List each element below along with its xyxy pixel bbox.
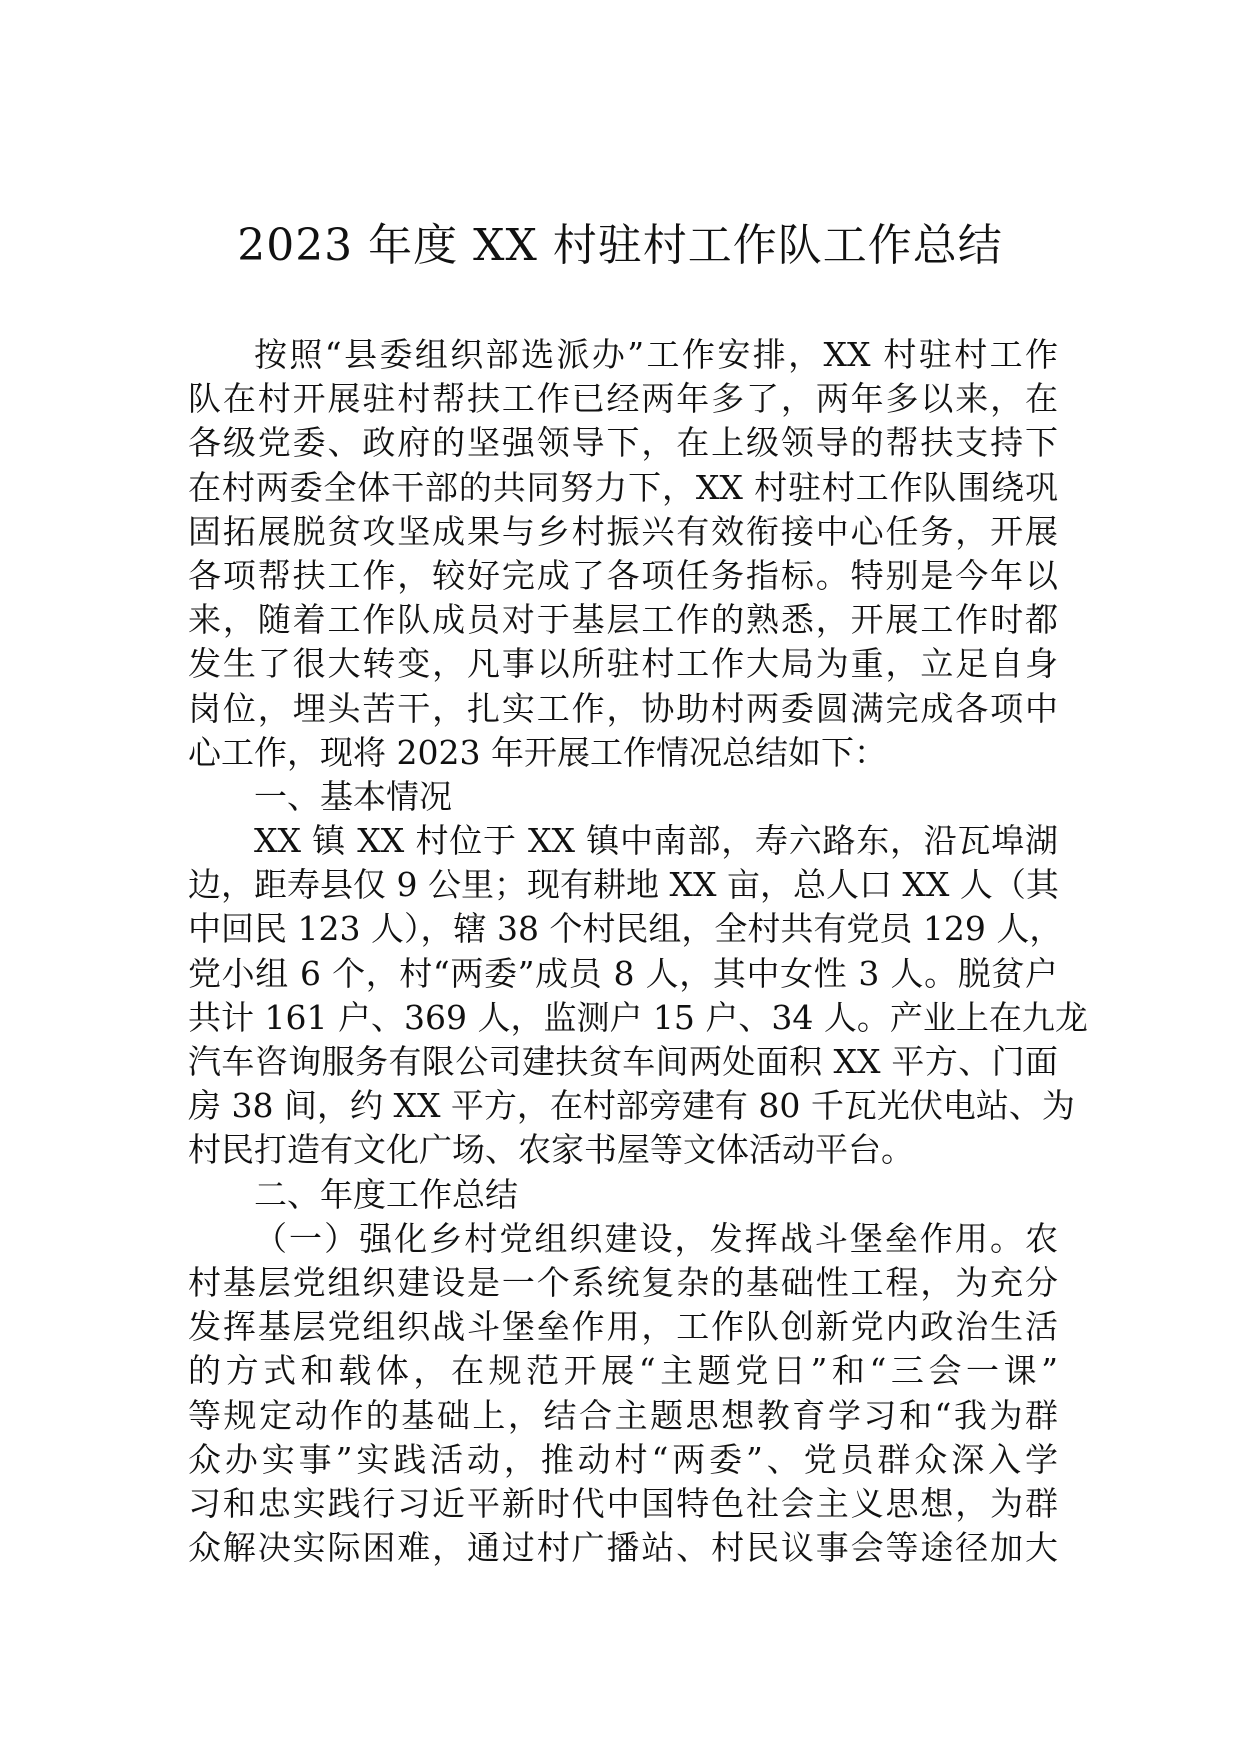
paragraph-line: 众解决实际困难，通过村广播站、村民议事会等途径加大 (188, 1528, 1058, 1568)
paragraph-line: XX 镇 XX 村位于 XX 镇中南部，寿六路东，沿瓦埠湖 (254, 821, 1058, 861)
paragraph-line: 固拓展脱贫攻坚成果与乡村振兴有效衔接中心任务，开展 (188, 511, 1058, 551)
paragraph-line: 中回民 123 人），辖 38 个村民组，全村共有党员 129 人， (188, 909, 1063, 949)
paragraph-line: 众办实事”实践活动，推动村“两委”、党员群众深入学 (188, 1439, 1058, 1479)
paragraph-line: 共计 161 户、369 人，监测户 15 户、34 人。产业上在九龙 (188, 997, 1088, 1037)
paragraph-line: 的方式和载体，在规范开展“主题党日”和“三会一课” (188, 1351, 1058, 1391)
paragraph-line: 各项帮扶工作，较好完成了各项任务指标。特别是今年以 (188, 555, 1058, 595)
paragraph-line: 村基层党组织建设是一个系统复杂的基础性工程，为充分 (188, 1262, 1058, 1302)
paragraph-line: 各级党委、政府的坚强领导下，在上级领导的帮扶支持下 (188, 423, 1058, 463)
paragraph-line: 习和忠实践行习近平新时代中国特色社会主义思想，为群 (188, 1483, 1058, 1523)
paragraph-line: 村民打造有文化广场、农家书屋等文体活动平台。 (188, 1130, 914, 1170)
paragraph-line: 岗位，埋头苦干，扎实工作，协助村两委圆满完成各项中 (188, 688, 1058, 728)
paragraph-line: 心工作，现将 2023 年开展工作情况总结如下： (188, 732, 887, 772)
document-title: 2023 年度 XX 村驻村工作队工作总结 (237, 220, 1003, 271)
paragraph-line: 边，距寿县仅 9 公里；现有耕地 XX 亩，总人口 XX 人（其 (188, 865, 1059, 905)
section-heading: 一、基本情况 (254, 776, 452, 816)
paragraph-line: 按照“县委组织部选派办”工作安排，XX 村驻村工作 (254, 335, 1058, 374)
paragraph-line: 发挥基层党组织战斗堡垒作用，工作队创新党内政治生活 (188, 1307, 1058, 1347)
paragraph-line: 在村两委全体干部的共同努力下，XX 村驻村工作队围绕巩 (188, 467, 1058, 507)
paragraph-line: 发生了很大转变，凡事以所驻村工作大局为重，立足自身 (188, 644, 1058, 684)
paragraph-line: 房 38 间，约 XX 平方，在村部旁建有 80 千瓦光伏电站、为 (188, 1086, 1075, 1126)
paragraph-line: 队在村开展驻村帮扶工作已经两年多了，两年多以来，在 (188, 379, 1058, 419)
paragraph-line: （一）强化乡村党组织建设，发挥战斗堡垒作用。农 (254, 1218, 1058, 1258)
paragraph-line: 汽车咨询服务有限公司建扶贫车间两处面积 XX 平方、门面 (188, 1042, 1058, 1081)
section-heading: 二、年度工作总结 (254, 1174, 518, 1214)
paragraph-line: 来，随着工作队成员对于基层工作的熟悉，开展工作时都 (188, 600, 1058, 640)
paragraph-line: 党小组 6 个，村“两委”成员 8 人，其中女性 3 人。脱贫户 (188, 953, 1058, 993)
document-body (188, 333, 1088, 1570)
paragraph-line: 等规定动作的基础上，结合主题思想教育学习和“我为群 (188, 1395, 1058, 1435)
